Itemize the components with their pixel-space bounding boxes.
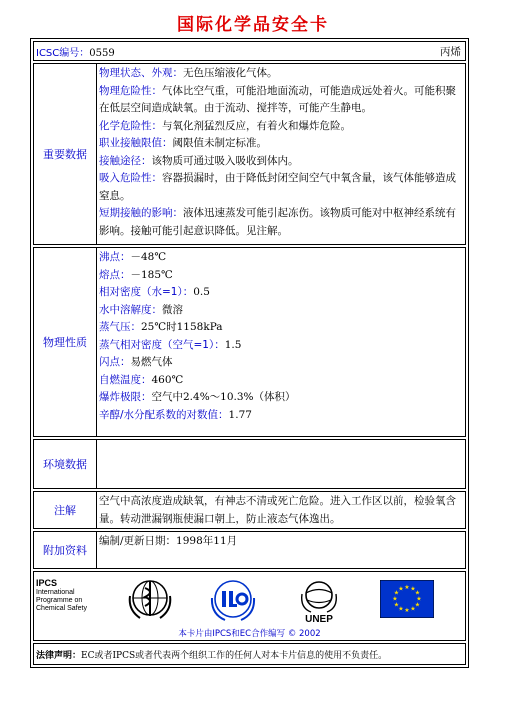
physical-property-item	[99, 284, 463, 302]
important-data-item	[99, 205, 463, 240]
header-row	[33, 41, 466, 61]
ipcs-line: Programme on	[36, 597, 83, 604]
svg-text:★: ★	[414, 601, 421, 609]
important-data-item	[99, 170, 463, 205]
ipcs-line: International	[36, 589, 75, 596]
important-data-item-value: 无色压缩液化气体。	[183, 67, 278, 79]
icsc-number: 0559	[89, 48, 115, 59]
notes-content: 空气中高浓度造成缺氧，有神志不清或死亡危险。进入工作区以前，检验氧含量。转动泄漏钢瓶使漏口朝上，防止液态气体逸出。	[99, 495, 456, 525]
ilo-logo-icon	[208, 578, 258, 624]
physical-properties-content	[97, 248, 465, 436]
important-data-item-key: 接触途径：	[99, 154, 152, 167]
important-data-row	[33, 63, 466, 245]
important-data-item-key: 物理状态、外观：	[99, 67, 183, 79]
notes-label: 注解	[34, 492, 97, 528]
svg-text:★: ★	[393, 589, 400, 597]
important-data-item-key: 短期接触的影响：	[99, 207, 183, 219]
physical-property-item	[99, 354, 463, 372]
ipcs-line: Chemical Safety	[36, 605, 87, 612]
disclaimer	[36, 648, 387, 661]
physical-property-item-key: 爆炸极限：	[99, 391, 152, 403]
important-data-item-key: 吸入危险性：	[99, 172, 162, 184]
physical-property-item-value: 易燃气体	[130, 356, 173, 368]
chemical-name: 丙烯	[440, 46, 461, 58]
physical-property-item-key: 相对密度（水=1）：	[99, 286, 194, 298]
additional-info-row	[33, 531, 466, 569]
physical-property-item-value: 0.5	[193, 286, 210, 298]
physical-property-item	[99, 389, 463, 407]
ipcs-block	[36, 578, 87, 613]
physical-property-item-value: －48℃	[130, 251, 167, 263]
physical-property-item-key: 闪点：	[99, 356, 131, 368]
important-data-item-key: 化学危险性：	[99, 119, 162, 132]
physical-property-item-value: 25℃时1158kPa	[141, 321, 223, 333]
icsc-number-field	[36, 44, 115, 59]
svg-text:★: ★	[410, 585, 416, 593]
important-data-item-value: 该物质可通过吸入吸收到体内。	[151, 154, 299, 167]
important-data-item-value: 气体比空气重，可能沿地面流动，可能造成远处着火。可能积聚在低层空间造成缺氧。由于流动、搅拌等，可能产生静电。	[99, 84, 456, 114]
environment-row	[33, 439, 466, 489]
physical-property-item	[99, 407, 463, 425]
important-data-item	[99, 83, 463, 118]
credit-text: 本卡片由IPCS和EC合作编写 © 2002	[178, 629, 321, 639]
physical-property-item	[99, 337, 463, 355]
important-data-item-key: 职业接触限值：	[99, 137, 173, 149]
physical-property-item-key: 熔点：	[99, 268, 131, 281]
physical-property-item	[99, 372, 463, 390]
unep-text: UNEP	[305, 614, 333, 624]
logos-row	[33, 571, 466, 641]
page-title: 国际化学品安全卡	[177, 15, 329, 35]
physical-property-item-key: 自燃温度：	[99, 373, 152, 386]
important-data-item-value: 液体迅速蒸发可能引起冻伤。该物质可能对中枢神经系统有影响。接触可能引起意识降低。见注解。	[99, 207, 456, 237]
disclaimer-text: EC或者IPCS或者代表两个组织工作的任何人对本卡片信息的使用不负责任。	[81, 651, 388, 661]
important-data-content	[97, 64, 465, 244]
physical-property-item-key: 辛醇/水分配系数的对数值：	[99, 408, 229, 421]
additional-info-content: 编制/更新日期：1998年11月	[99, 535, 238, 547]
svg-text:★: ★	[398, 605, 404, 613]
svg-text:★: ★	[404, 584, 410, 591]
svg-text:★: ★	[404, 607, 410, 614]
physical-property-item-key: 水中溶解度：	[99, 303, 162, 316]
icsc-card	[30, 38, 469, 668]
physical-property-item-key: 蒸气相对密度（空气=1）：	[99, 338, 225, 351]
physical-property-item	[99, 249, 463, 267]
important-data-item	[99, 153, 463, 171]
important-data-item-value: 容器损漏时，由于降低封闭空间空气中氧含量，该气体能够造成窒息。	[99, 172, 456, 202]
additional-info-label: 附加资料	[34, 532, 97, 568]
important-data-item-value: 与氧化剂猛烈反应，有着火和爆炸危险。	[162, 119, 351, 132]
physical-properties-label: 物理性质	[34, 248, 97, 436]
svg-text:★: ★	[416, 595, 422, 603]
environment-label: 环境数据	[34, 440, 97, 488]
physical-property-item-value: 微溶	[162, 303, 183, 316]
disclaimer-row	[33, 643, 466, 665]
physical-property-item-value: －185℃	[130, 268, 173, 281]
svg-text:★: ★	[393, 601, 400, 609]
important-data-item	[99, 135, 463, 153]
physical-property-item-value: 空气中2.4%～10.3%（体积）	[151, 391, 296, 403]
notes-row	[33, 491, 466, 529]
physical-property-item	[99, 267, 463, 285]
important-data-item-value: 阈限值未制定标准。	[172, 137, 267, 149]
svg-text:★: ★	[410, 605, 416, 613]
physical-properties-row	[33, 247, 466, 437]
important-data-item	[99, 65, 463, 83]
physical-property-item	[99, 302, 463, 320]
physical-property-item-value: 1.77	[228, 408, 252, 421]
physical-property-item	[99, 319, 463, 337]
important-data-item	[99, 118, 463, 136]
icsc-label: ICSC编号：	[36, 48, 90, 59]
environment-content	[97, 440, 465, 488]
physical-property-item-key: 蒸气压：	[99, 321, 141, 333]
svg-text:★: ★	[414, 589, 421, 597]
eu-flag-icon	[380, 580, 434, 618]
svg-text:★: ★	[398, 585, 404, 593]
physical-property-item-value: 460℃	[151, 373, 184, 386]
important-data-label: 重要数据	[34, 64, 97, 244]
ipcs-title: IPCS	[36, 578, 58, 588]
who-logo-icon	[126, 578, 174, 622]
important-data-item-key: 物理危险性：	[99, 84, 162, 97]
physical-property-item-value: 1.5	[224, 338, 242, 351]
svg-text:★: ★	[392, 595, 398, 603]
physical-property-item-key: 沸点：	[99, 251, 131, 263]
unep-logo-icon	[296, 578, 342, 624]
disclaimer-label: 法律声明：	[36, 651, 82, 661]
